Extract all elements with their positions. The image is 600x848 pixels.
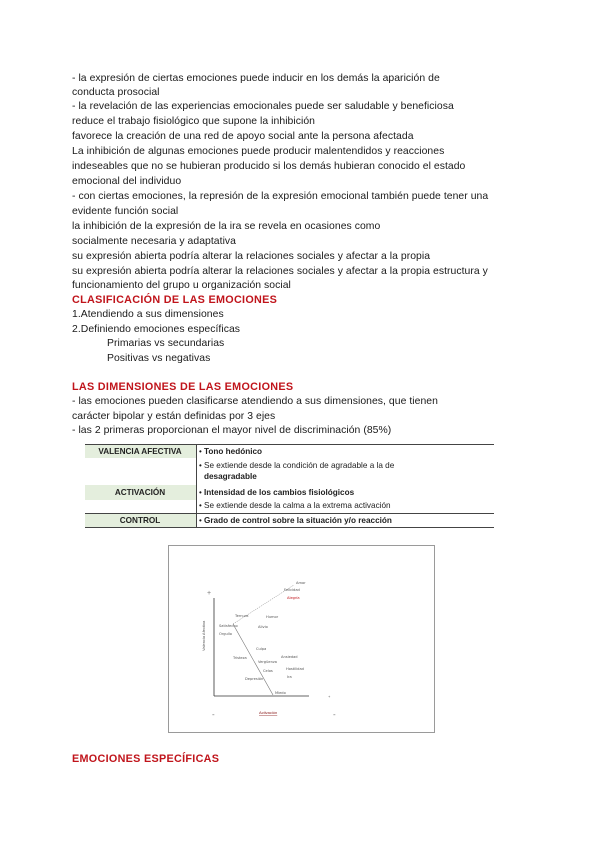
bullet: •	[199, 516, 202, 525]
section-heading-specific: EMOCIONES ESPECÍFICAS	[72, 753, 220, 765]
table-item: Se extiende desde la calma a la extrema activación	[204, 501, 391, 510]
table-item: Se extiende desde la condición de agradable a la de	[204, 461, 395, 470]
axis-minus-left: -	[212, 710, 215, 719]
text-line: socialmente necesaria y adaptativa	[72, 236, 237, 247]
emotion-label: Satisfecho	[219, 624, 238, 628]
dimensions-table	[85, 444, 494, 528]
bullet: •	[199, 501, 202, 510]
emotion-label: Alegría	[287, 596, 300, 600]
emotion-label: Alivio	[258, 625, 268, 629]
text-line: - la revelación de las experiencias emocionales puede ser saludable y beneficiosa	[72, 101, 454, 112]
text-line: reduce el trabajo fisiológico que supone la inhibición	[72, 116, 315, 127]
axis-plus-right: +	[328, 694, 331, 699]
list-item: 1.Atendiendo a sus dimensiones	[72, 309, 224, 320]
bullet: •	[199, 447, 202, 456]
valence-activation-figure	[168, 545, 435, 733]
emotion-label: Humor	[266, 615, 279, 619]
text-line: su expresión abierta podría alterar la relaciones sociales y afectar a la propia	[72, 251, 431, 262]
emotion-label: Depresión	[245, 677, 264, 681]
emotion-label: Miedo	[275, 691, 286, 695]
table-item: Tono hedónico	[204, 447, 263, 456]
table-item: desagradable	[204, 472, 257, 481]
bullet: •	[199, 488, 202, 497]
table-item: Grado de control sobre la situación y/o reacción	[204, 516, 392, 525]
text-line: conducta prosocial	[72, 87, 160, 98]
emotion-label: Tristeza	[233, 656, 247, 660]
emotion-label: Amor	[296, 581, 306, 585]
figure-canvas	[169, 546, 434, 732]
table-rule	[85, 513, 494, 514]
y-axis-label: Valencia Afectiva	[201, 620, 206, 651]
section-heading-dimensions: LAS DIMENSIONES DE LAS EMOCIONES	[72, 381, 294, 393]
row-label-control: CONTROL	[119, 516, 161, 525]
sub-list-item: Primarias vs secundarias	[107, 338, 225, 349]
emotion-label: Ternura	[235, 614, 249, 618]
emotion-label: Orgullo	[219, 632, 232, 636]
axis-plus-top: +	[207, 590, 212, 597]
text-line: - la expresión de ciertas emociones puede inducir en los demás la aparición de	[72, 73, 440, 84]
sub-list-item: Positivas vs negativas	[107, 353, 211, 364]
text-line: - las emociones pueden clasificarse atendiendo a sus dimensiones, que tienen	[72, 396, 438, 407]
bullet: •	[199, 461, 202, 470]
text-line: su expresión abierta podría alterar la relaciones sociales y afectar a la propia estructura y	[72, 266, 488, 277]
list-item: 2.Definiendo emociones específicas	[72, 324, 241, 335]
emotion-label: Culpa	[256, 647, 267, 651]
table-rule	[85, 527, 494, 528]
section-heading-classification: CLASIFICACIÓN DE LAS EMOCIONES	[72, 294, 278, 306]
x-axis-label: Activación	[259, 710, 278, 715]
table-item: Intensidad de los cambios fisiológicos	[204, 488, 355, 497]
row-label-activation: ACTIVACIÓN	[114, 488, 166, 497]
text-line: funcionamiento del grupo u organización social	[72, 280, 291, 291]
text-line: carácter bipolar y están definidas por 3 ejes	[72, 411, 276, 422]
emotion-label: Ansiedad	[281, 655, 298, 659]
text-line: indeseables que no se hubieran producido si los demás hubieran conocido el estado	[72, 161, 466, 172]
emotion-label: Vergüenza	[258, 660, 277, 664]
text-line: - las 2 primeras proporcionan el mayor nivel de discriminación (85%)	[72, 425, 392, 436]
emotion-label: Celos	[263, 669, 273, 673]
text-line: emocional del individuo	[72, 176, 182, 187]
text-line: La inhibición de algunas emociones puede producir malentendidos y reacciones	[72, 146, 445, 157]
text-line: la inhibición de la expresión de la ira se revela en ocasiones como	[72, 221, 381, 232]
text-line: favorece la creación de una red de apoyo social ante la persona afectada	[72, 131, 414, 142]
text-line: - con ciertas emociones, la represión de la expresión emocional también puede tener una	[72, 191, 489, 202]
table-divider	[196, 444, 197, 528]
axis-minus-bottom: -	[333, 710, 336, 719]
table-rule	[85, 444, 494, 445]
text-line: evidente función social	[72, 206, 179, 217]
emotion-label: Ira	[287, 675, 292, 679]
emotion-label: Felicidad	[284, 588, 300, 592]
emotion-label: Hostilidad	[286, 667, 304, 671]
row-label-valence: VALENCIA AFECTIVA	[98, 447, 182, 456]
